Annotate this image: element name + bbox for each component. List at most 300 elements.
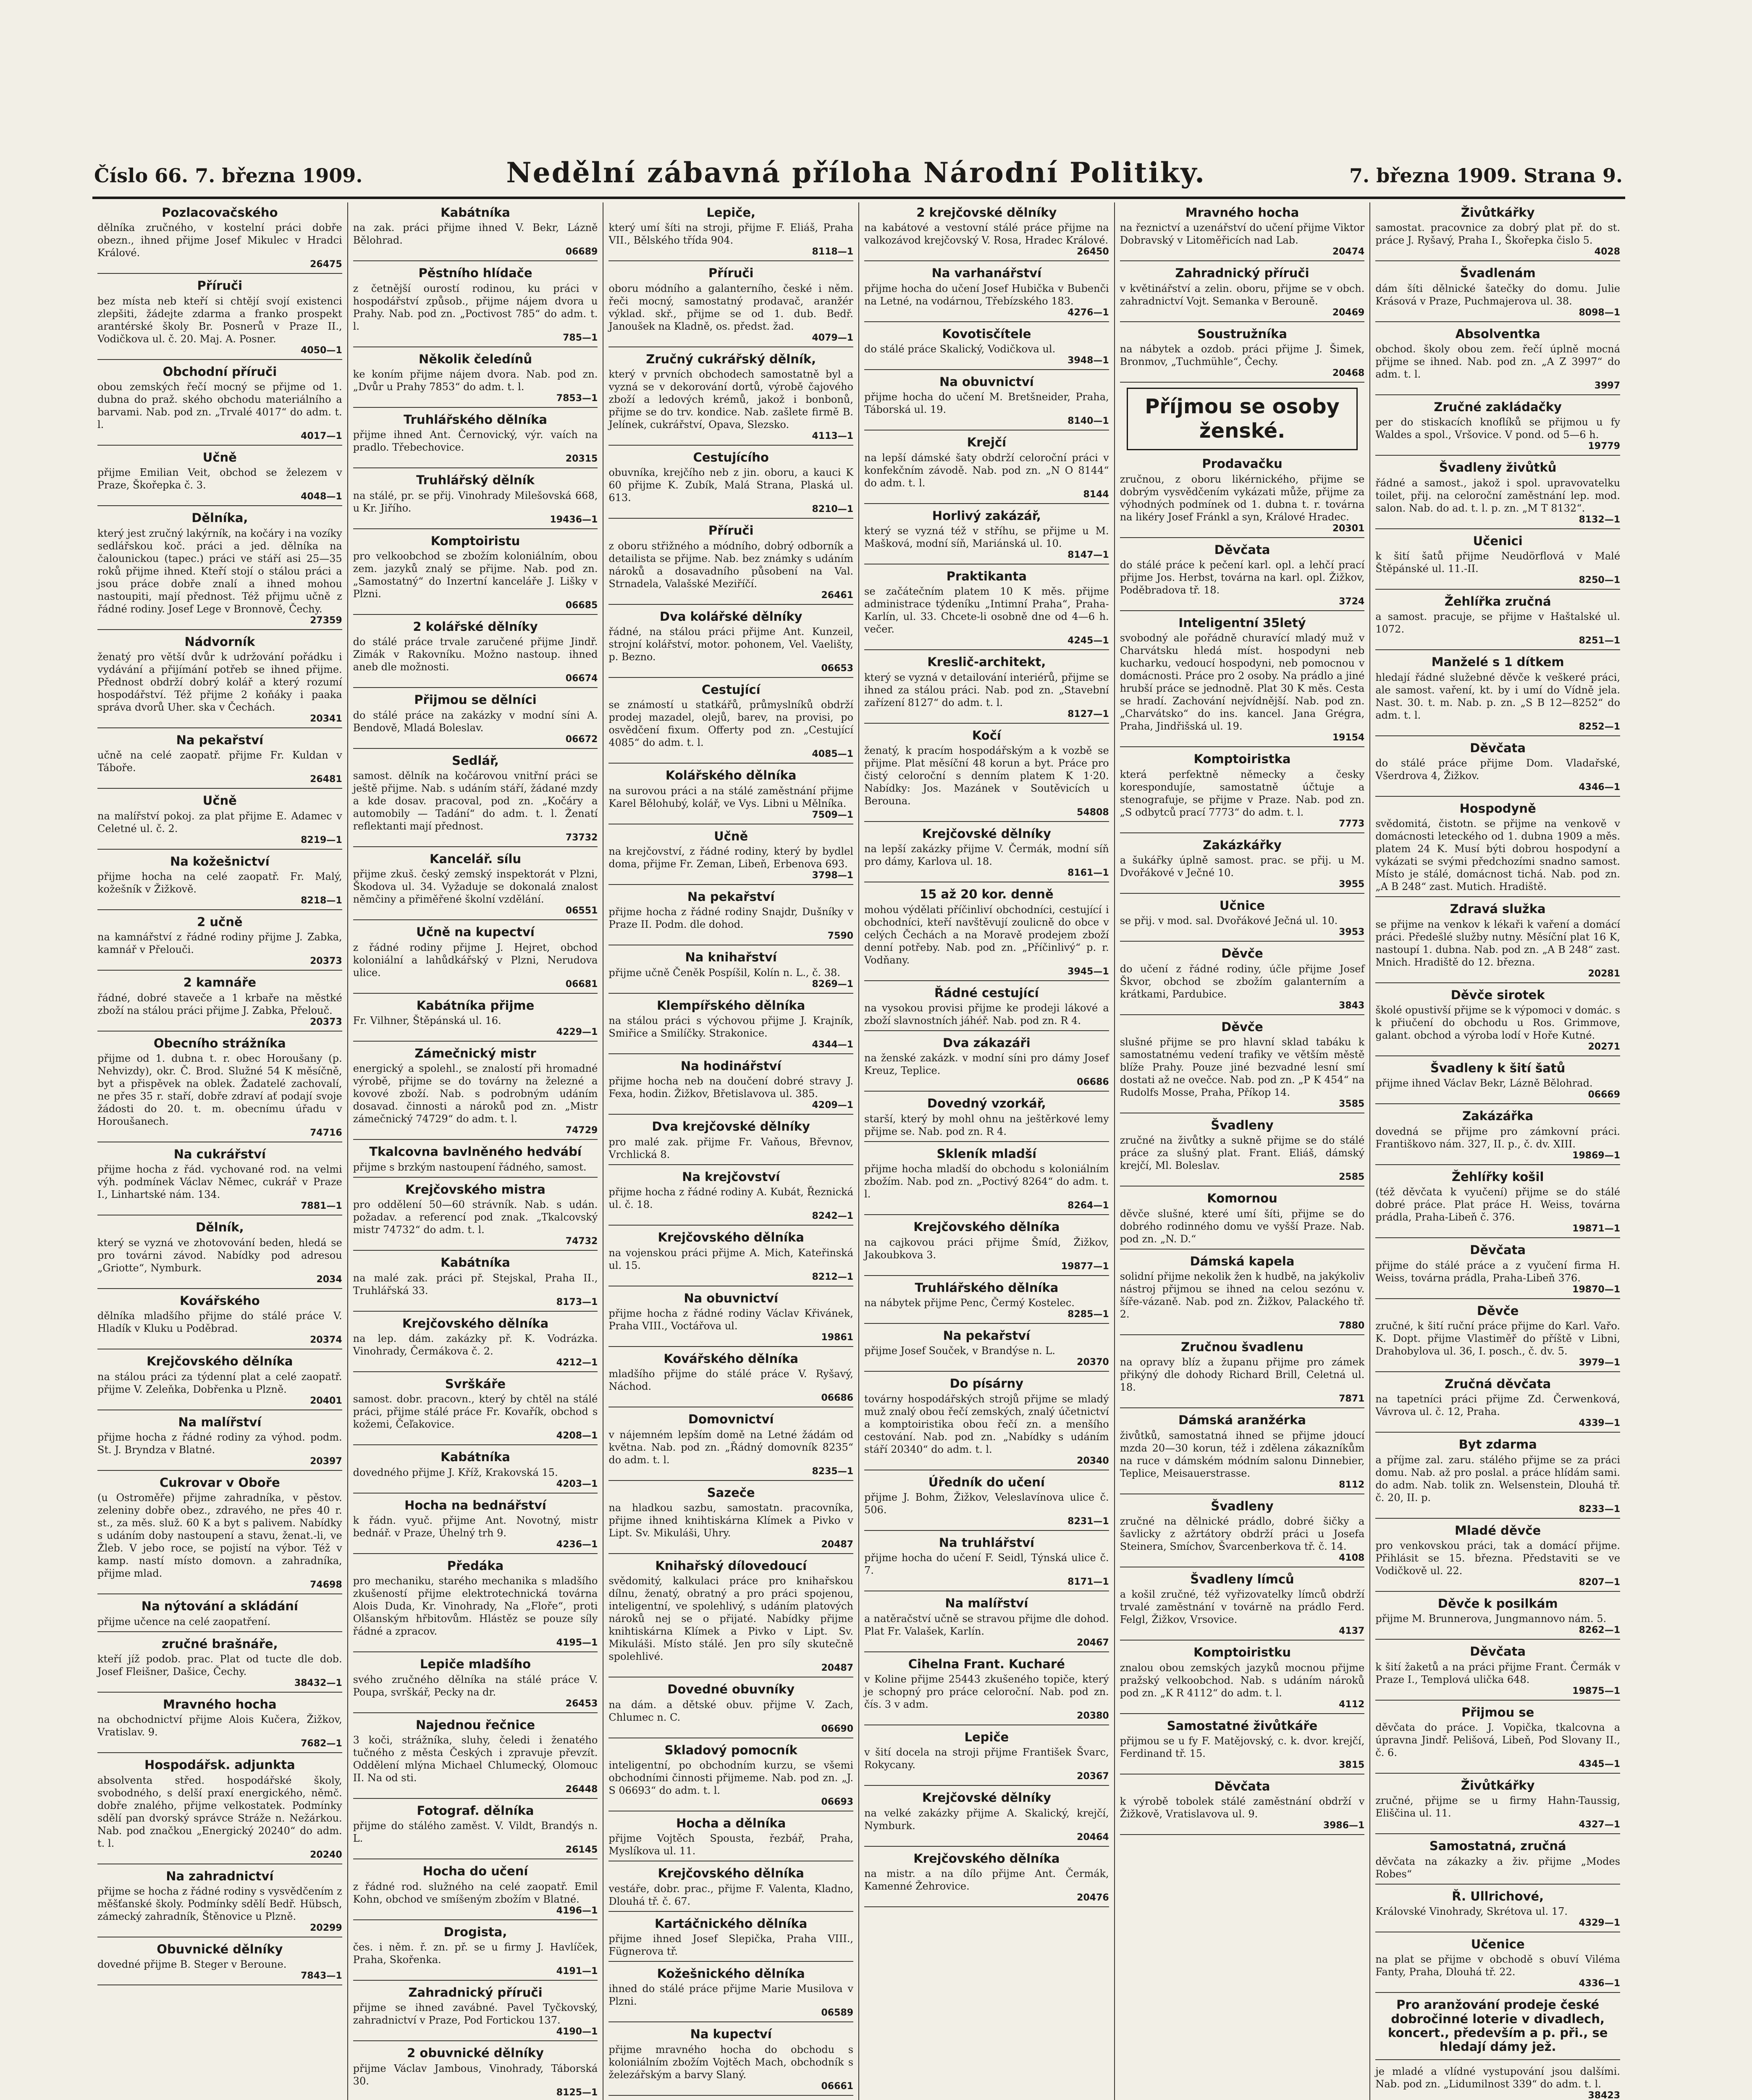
classified-ad [864,827,1109,882]
ad-title: Dovedný vzorkář, [927,1096,1046,1111]
page-number: 7. března 1909. Strana 9. [1349,164,1623,187]
header-rule [92,197,1625,199]
ad-reference-number: 20467 [1077,1637,1109,1648]
ad-reference-number: 8285—1 [1067,1309,1109,1320]
ad-body: hledají řádné služebné děvče k veškeré práci, ale samost. vaření, kt. by i umí do Vídně jela. Nast. 30. t. m. Nab. p. zn. „S B 12—8252“ do adm. t. l. [1375,671,1621,721]
ad-title: Kabátníka [441,205,510,220]
ad-reference-number: 20340 [1077,1455,1109,1466]
ad-reference-number: 4085—1 [812,749,854,760]
classified-ad [353,1377,598,1445]
ad-body: na surovou práci a na stálé zaměstnání přijme Karel Bělohubý, kolář, ve Vys. Libni u Mělníka. [608,785,854,809]
classified-ad [864,206,1109,261]
ad-column-1 [92,202,347,2100]
ad-title: Příruči [708,523,754,538]
ad-title: Švadleny límců [1190,1572,1294,1587]
ad-body: zručné na živůtky a sukně přijme se do stálé práce za slušný plat. Frant. Eliáš, dámský krejčí, Ml. Boleslav. [1120,1134,1365,1172]
ad-body: a natěračství učně se stravou přijme dle dohod. Plat Fr. Valašek, Karlín. [864,1612,1109,1637]
ad-reference-number: 4203—1 [556,1478,598,1489]
ad-reference-number: 20476 [1077,1892,1109,1903]
ad-title: Zručná děvčata [1445,1376,1551,1391]
ad-body: (též děvčata k vyučení) přijme se do stálé dobré práce. Plat práce H. Weiss, továrna prádla, Praha-Libeň č. 376. [1375,1186,1621,1223]
ad-title: Děvčata [1470,740,1526,755]
ad-reference-number: 06690 [821,1723,854,1734]
ad-body: mladšího přijme do stálé práce V. Ryšavý, Náchod. [608,1368,854,1393]
ad-body: přijme hocha mladší do obchodu s koloniálním zbožím. Nab. pod zn. „Poctivý 8264“ do adm. t. l. [864,1163,1109,1200]
ad-reference-number: 2585 [1339,1172,1365,1183]
ad-body: přijme hocha do učení M. Bretšneider, Praha, Táborská ul. 19. [864,391,1109,416]
ad-title: Zahradnický příruči [1175,266,1309,281]
classified-ad [1120,1499,1365,1567]
ad-reference-number: 8118—1 [812,247,854,257]
classified-ad [1120,206,1365,261]
classified-ad [1120,1255,1365,1335]
ad-reference-number: 4190—1 [556,2026,598,2037]
ad-reference-number: 8112 [1339,1479,1365,1490]
classified-ad [608,1866,853,1911]
ad-body: inteligentní, po obchodním kurzu, se všemi obchodními činnosti přijmeme. Nab. pod zn. „J. S 06693“ do adm. t. l. [608,1759,854,1796]
ad-reference-number: 06669 [1588,1089,1621,1100]
ad-body: na kabátové a vestovní stálé práce přijme na valkozávod krejčovský V. Rosa, Hradec Králové. [864,222,1109,247]
ad-title: zručné brašnáře, [162,1636,278,1651]
classified-ad [608,683,853,764]
ad-title: Švadlenám [1460,266,1536,281]
ad-reference-number: 8173—1 [556,1297,598,1307]
ad-body: na krejčovství, z řádné rodiny, který by bydlel doma, přijme Fr. Zeman, Libeň, Erbenova 693. [608,845,854,870]
ad-title: Děvčata [1470,1243,1526,1257]
ad-title: Kabátníka [441,1255,510,1270]
ad-reference-number: 20271 [1588,1042,1621,1053]
ad-title: Příruči [197,278,243,293]
ad-body: do stálé práce přijme Dom. Vladařské, Všerdrova 4, Žižkov. [1375,757,1621,782]
ad-body: vestáře, dobr. prac., přijme F. Valenta, Kladno, Dlouhá tř. č. 67. [608,1882,854,1907]
ad-title: Hocha do učení [422,1864,528,1879]
ad-body: a samost. pracuje, se přijme v Haštalské ul. 1072. [1375,611,1621,635]
classified-ad [608,524,853,604]
classified-ad [1375,2065,1620,2100]
ad-reference-number: 2034 [316,1274,342,1285]
ad-title: Na obuvnictví [939,375,1034,389]
ad-reference-number: 7509—1 [812,809,854,820]
classified-ad [1375,1937,1620,1993]
ad-title: 2 kolářské dělníky [413,620,538,634]
ad-title: Hospodyně [1459,801,1536,816]
ad-title: Truhlářského dělníka [915,1280,1059,1295]
ad-reference-number: 4050—1 [301,345,342,356]
ad-body: na ženské zakázk. v modní síni pro dámy Josef Kreuz, Teplice. [864,1052,1109,1077]
ad-body: 3 koči, strážníka, sluhy, čeledi i ženatého tučného z města Českých i zpravuje převzít. Oddělení mlýna Michael Chlumecký, Olomouc II. Na od sti. [353,1734,598,1784]
ad-reference-number: 26481 [310,774,342,785]
ad-title: Zakázářka [1462,1109,1534,1124]
ad-body: na dám. a dětské obuv. přijme V. Zach, Chlumec n. C. [608,1698,854,1723]
ad-title: Kožešnického dělníka [657,1966,805,1981]
ad-reference-number: 20468 [1332,368,1365,379]
ad-title: Na kožešnictví [170,854,270,869]
ad-reference-number: 3979—1 [1579,1357,1621,1368]
ad-reference-number: 4229—1 [556,1027,598,1038]
classified-ad [97,794,342,849]
ad-body: starší, který by mohl ohnu na ještěrkové lemy přijme se. Nab. pod zn. R 4. [864,1113,1109,1137]
classified-ad [864,1329,1109,1372]
ad-reference-number: 4344—1 [812,1040,854,1050]
classified-ad [353,925,598,993]
ad-title: Švadleny [1211,1499,1274,1513]
ad-body: do stálé práce Skalický, Vodičkova ul. [864,343,1056,355]
ad-body: svého zručného dělníka na stálé práce V. Poupa, svrškář, Pecky na dr. [353,1673,598,1698]
ad-reference-number: 4276—1 [1067,307,1109,318]
ad-reference-number: 20397 [310,1456,342,1467]
ad-body: zručné, přijme se u firmy Hahn-Taussig, Eliščina ul. 11. [1375,1795,1621,1819]
ad-reference-number: 4108 [1339,1553,1365,1564]
classified-ad [1375,1706,1620,1774]
ad-reference-number: 8264—1 [1067,1200,1109,1211]
classified-ad [353,352,598,408]
ad-reference-number: 06551 [565,906,598,916]
ad-reference-number: 19861 [821,1332,854,1343]
ad-reference-number: 20373 [310,956,342,967]
classified-ad [1375,266,1620,322]
ad-body: přijme od 1. dubna t. r. obec Horoušany (p. Nehvizdy), okr. Č. Brod. Služné 54 K měsíčně, byt a přispěvek na oblek. Žadatelé zachovalí, ne přes 35 r. staří, dobře zdraví ať podají svoje žádosti do 20. t. m. obecnímu úřadu v Horoušanech. [97,1053,342,1128]
ad-body: na malířství pokoj. za plat přijme E. Adamec v Celetné ul. č. 2. [97,810,342,835]
ad-title: Krejčovského dělníka [402,1316,549,1331]
ad-title: Kolářského dělníka [665,768,797,783]
ad-title: 2 obuvnické dělníky [407,2046,544,2061]
ad-title: Truhlářský dělník [416,473,535,488]
ad-title: Děvčata [1214,542,1270,557]
ad-body: přijme do stálého zaměst. V. Vildt, Brandýs n. L. [353,1820,598,1845]
ad-reference-number: 8140—1 [1067,416,1109,427]
ad-body: zručnou, z oboru likérnického, přijme se dobrým vysvědčením vykázati může, přijme za výhodných podmínek od 1. dubna t. r. továrna na likéry Josef Fránkl a syn, Králové Hradec. [1120,473,1365,523]
ad-title: Krejčovského dělníka [658,1230,804,1245]
ad-reference-number: 4212—1 [556,1357,598,1368]
ad-reference-number: 74732 [565,1236,598,1247]
ad-title: Švadleny k šití šatů [1430,1061,1566,1076]
ad-body: přijme hocha do učení F. Seidl, Týnská ulice č. 7. [864,1552,1109,1577]
ad-body: k výrobě tobolek stálé zaměstnání obdrží v Žižkově, Vratislavova ul. 9. [1120,1796,1365,1820]
ad-reference-number: 7773 [1339,818,1365,829]
classified-ad [353,1925,598,1981]
ad-body: je mladé a vlídné vystupování jsou dalšími. Nab. pod zn. „Lidumilnost 339“ do adm. t. l. [1375,2065,1621,2090]
ad-body: řádné, dobré staveče a 1 krbaře na městké zboží na stálou práci přijme J. Zabka, Přelouč. [97,992,342,1016]
classified-ad [1375,1243,1620,1299]
ad-title: Kovotisčítele [942,326,1031,341]
ad-title: Krejčovské dělníky [922,1790,1051,1805]
ad-reference-number: 7880 [1339,1320,1365,1331]
ad-title: Kovářského dělníka [664,1351,798,1366]
ad-body: na stálou práci s výchovou přijme J. Krajník, Smiřice a Smilíčky. Strakonice. [608,1015,854,1040]
classified-ad [97,915,342,971]
ad-body: školé opustivší přijme se k výpomoci v domác. s k přiučení do obchodu u Ros. Grimmove, galant. obchod a výroba lodí v Hoře Kutné. [1375,1004,1621,1042]
ad-reference-number: 3986—1 [1323,1820,1365,1831]
classified-ad [353,206,598,261]
ad-body: přijmou se u fy F. Matějovský, c. k. dvor. krejčí, Ferdinand tř. 15. [1120,1735,1365,1760]
ad-reference-number: 8233—1 [1579,1504,1621,1515]
ad-title: Na cukrářství [173,1147,266,1162]
ad-body: dělníka zručného, v kostelní práci dobře obezn., ihned přijme Josef Mikulec v Hradci Králové. [97,222,342,259]
ad-reference-number: 19154 [1332,732,1365,743]
ad-title: Na obuvnictví [684,1291,778,1305]
ad-body: Královské Vinohrady, Skrétova ul. 17. [1375,1905,1568,1917]
classified-ad [864,1791,1109,1846]
classified-ad [97,1415,342,1471]
ad-reference-number: 20299 [310,1922,342,1933]
ad-body: dovedného přijme J. Kříž, Krakovská 15. [353,1466,558,1478]
classified-ad [1375,655,1620,736]
ad-reference-number: 26453 [565,1698,598,1709]
ad-title: Děvčata [1214,1779,1270,1794]
ad-reference-number: 19869—1 [1572,1150,1621,1161]
ad-reference-number: 4329—1 [1579,1917,1621,1928]
ad-body: pro oddělení 50—60 strávník. Nab. s udán. požadav. a referencí pod znak. „Tkalcovský mistr 74732“ do adm. t. l. [353,1199,598,1236]
ad-title: Na malířství [178,1415,262,1429]
classified-ad [353,1145,598,1177]
classified-ad [97,1758,342,1864]
ad-body: slušné přijme se pro hlavní sklad tabáku k samostatnému vedení trafiky ve větším městě blíže Prahy. Pouze jiné bezvadné lesní smí dostati až ne ovečce. Nab. pod zn. „P K 454“ na Rudolfs Mosse, Praha, Příkop 14. [1120,1036,1365,1098]
ad-title: Cestujícího [693,450,769,465]
ad-body: přijme hocha na celé zaopatř. Fr. Malý, kožešník v Žižkově. [97,871,342,895]
ad-body: pro malé zak. přijme Fr. Vaňous, Břevnov, Vrchlická 8. [608,1136,854,1160]
ad-title: 2 krejčovské dělníky [916,205,1057,220]
ad-title: Hocha a dělníka [676,1816,786,1830]
ad-body: se známostí u statkářů, průmyslníků obdrží prodej mazadel, olejů, barev, na provisi, po osvědčení fixum. Offerty pod zn. „Cestující 4085“ do adm. t. l. [608,699,854,749]
ad-reference-number: 3997 [1594,381,1621,391]
ad-title: Učně [202,793,237,808]
ad-body: samost. dělník na kočárovou vnitřní práci se ještě přijme. Nab. s udáním stáří, žádané mzdy a kde dosav. pracoval, pod zn. „Kočáry a automobily — Tadání“ do adm. t. l. Ženatí reflektanti mají přednost. [353,770,598,832]
ad-title: Drogista, [443,1924,507,1939]
ad-reference-number: 38423 [1588,2090,1621,2100]
ad-body: pro venkovskou práci, tak a domácí přijme. Přihlásit se 15. března. Představiti se ve Vodičkově ul. 22. [1375,1539,1621,1577]
ad-title: Skladový pomocník [664,1743,797,1757]
classified-ad [1120,838,1365,894]
ad-title: Dva krejčovské dělníky [652,1119,810,1134]
ad-reference-number: 8251—1 [1579,635,1621,646]
ad-body: do stálé práce k pečení karl. opl. a lehčí prací přijme Jos. Herbst, továrna na karl. opl. Žižkov, Poděbradova tř. 18. [1120,559,1365,596]
ad-body: na opravy blíz a županu přijme pro zámek přikýný dle dohody Richard Brill, Celetná ul. 18. [1120,1356,1365,1394]
ad-title: Na krejčovství [682,1169,780,1184]
ad-body: řádné, na stálou práci přijme Ant. Kunzeil, strojní kolářství, motor. pohonem, Vel. Vaelišty, p. Bezno. [608,626,854,663]
ad-title: Krejčovské dělníky [922,827,1051,841]
ad-body: bez místa neb kteří si chtějí svojí existenci zlepšiti, žádejte zdarma a franko prospekt arantérské školy Br. Posnerů v Praze II., Vodičkova ul. č. 20. Maj. A. Posner. [97,295,342,345]
ad-reference-number: 4245—1 [1067,635,1109,646]
classified-ad [1375,327,1620,395]
classified-ad [353,1317,598,1372]
ad-title: Dělník, [196,1220,244,1235]
ad-body: na nábytek přijme Penc, Čermý Kostelec. [864,1297,1075,1309]
classified-ad [353,1559,598,1652]
ad-reference-number: 8127—1 [1067,709,1109,719]
ad-title: Dva zákazáři [943,1036,1031,1050]
classified-ad [353,1256,598,1311]
ad-reference-number: 73732 [565,832,598,843]
ad-body: solidní přijme nekolik žen k hudbě, na jakýkoliv nástroj přijmou se ihned na celou sezónu v. šíře-vázaně. Nab. pod zn. Žižkov, Palackého tř. 2. [1120,1270,1365,1320]
classified-ad [608,999,853,1054]
ad-body: na nábytek a ozdob. práci přijme J. Šimek, Bronmov, „Tuchmühle“, Čechy. [1120,343,1365,368]
ad-body: a příjme zal. zaru. stálého přijme se za práci domu. Nab. až pro poslal. a práce hlídám sami. do adm. Nab. tolik zn. Welsenstein, Dlouhá tř. č. 20, II. p. [1375,1454,1621,1504]
ad-body: pro velkoobchod se zbožím koloniálním, obou zem. jazyků znalý se přijme. Nab. pod zn. „Samostatný“ do Inzertní kanceláře J. Lišky v Plzni. [353,550,598,600]
classified-ad [608,950,853,993]
ad-reference-number: 20474 [1332,247,1365,257]
page-header [94,156,1623,194]
classified-ad [1120,543,1365,611]
ad-body: v šití docela na stroji přijme František Švarc, Rokycany. [864,1746,1109,1771]
ad-title: Cukrovar v Oboře [160,1475,280,1490]
ad-reference-number: 7881—1 [301,1201,342,1212]
ad-title: Krejčovského dělníka [147,1354,293,1369]
ad-body: na tapetníci práci přijme Zd. Čerwenková, Vávrova ul. č. 12, Praha. [1375,1393,1621,1418]
ad-reference-number: 19870—1 [1572,1284,1621,1295]
ad-title: Zámečnický mistr [414,1046,536,1061]
ad-reference-number: 06685 [565,600,598,611]
ad-reference-number: 4113—1 [812,431,854,442]
ad-title: Soustružníka [1197,326,1287,341]
ad-body: přijme Emilian Veit, obchod se železem v Praze, Škořepka č. 3. [97,467,342,491]
ad-reference-number: 8132—1 [1579,514,1621,525]
ad-title: Najednou řečnice [415,1717,535,1732]
ad-title: Mravného hocha [163,1697,277,1712]
ad-title: Zručnou švadlenu [1181,1340,1304,1354]
classified-ad [864,887,1109,981]
ad-title: Švadleny živůtků [1439,460,1557,475]
ad-body: přijme učence na celé zaopatření. [97,1615,271,1628]
ad-title: Švadleny [1211,1118,1274,1132]
classified-ad [1120,327,1365,383]
classified-ad [97,511,342,630]
ad-title: Žehlířky košil [1452,1169,1544,1184]
ad-title: Domovnictví [688,1412,774,1427]
ad-title: Na hodinářství [680,1059,782,1074]
ad-title: Na pekařství [176,733,264,748]
ad-title: Krejčovského dělníka [913,1220,1060,1234]
ad-reference-number: 20240 [310,1849,342,1860]
ad-title: Zručné zakládačky [1434,400,1562,415]
classified-ad [864,1220,1109,1276]
ad-reference-number: 4236—1 [556,1539,598,1550]
classified-ad [864,1036,1109,1092]
classified-ad [1120,1780,1365,1835]
ad-title: Na pekařství [943,1328,1031,1343]
ad-title: Děvče [1221,946,1263,961]
ad-reference-number: 8125—1 [556,2087,598,2098]
ad-body: továrny hospodářských strojů přijme se mladý muž znalý obou řečí zemských, znalý účetnictví a komptoiristika obou řečí zn. a menšího cestování. Nab. pod zn. „Nabídky s udáním stáří 20340“ do adm. t. l. [864,1393,1109,1455]
ad-title: Žehlířka zručná [1444,594,1551,609]
ad-title: Tkalcovna bavlněného hedvábí [369,1144,582,1159]
ad-body: přijme hocha do učení Josef Hubička v Bubenči na Letné, na vodárnou, Třebízského 183. [864,282,1109,307]
ad-body: přijme hocha z řádné rodiny Snajdr, Dušníky v Praze II. Podm. dle dohod. [608,906,854,931]
ad-reference-number: 8161—1 [1067,868,1109,879]
ad-title: Na pekařství [687,890,775,904]
classified-ad [1120,1572,1365,1641]
classified-ad [608,1170,853,1226]
classified-ad [353,1657,598,1713]
ad-title: Manželé s 1 dítkem [1431,655,1564,669]
classified-ad [608,1231,853,1286]
ad-body: v nájemném lepším domě na Letné žádám od května. Nab. pod zn. „Řádný domovník 8235“ do adm. t. l. [608,1428,854,1466]
classified-ad [608,206,853,261]
ad-title: Kartáčnického dělníka [654,1916,808,1931]
classified-ad [1120,1118,1365,1186]
ad-title: Sedlář, [452,753,499,768]
ad-reference-number: 3843 [1339,1000,1365,1011]
classified-ad [353,1499,598,1554]
ad-body: na hladkou sazbu, samostatn. pracovníka, přijme ihned knihtiskárna Klímek a Pivko v Lipt. Sv. Mikuláši, Uhry. [608,1502,854,1539]
ad-body: samostat. pracovnice za dobrý plat př. do st. práce J. Ryšavý, Praha I., Škořepka čislo 5. [1375,222,1621,247]
classified-ad [353,1183,598,1251]
classified-ad [1120,947,1365,1015]
classified-ad [864,1852,1109,1907]
classified-ad [353,1804,598,1859]
ad-title: Na malířství [945,1596,1028,1611]
ad-reference-number: 20374 [310,1335,342,1346]
classified-ad [864,1097,1109,1142]
classified-ad [608,451,853,519]
classified-ad [1375,741,1620,797]
ad-body: přijme se hocha z řádné rodiny s vysvědčením z měšťanské školy. Podmínky sdělí Bedř. Hübsch, zámecký zahradník, Štěnovice u Plzně. [97,1885,342,1922]
classified-ad [97,635,342,728]
ad-body: dělníka mladšího přijme do stálé práce V. Hladík v Kluku u Poděbrad. [97,1310,342,1335]
ad-reference-number: 8235—1 [812,1466,854,1477]
ad-body: (u Ostroměře) přijme zahradníka, v pěstov. zeleniny dobře obez., zdravého, ne přes 40 r. st., za měs. služ. 60 K a byt s palivem. Nabídky s udáním doby nastoupení a stavu, ženat.-li, ve Žleb. V jebo roce, se pojistí na výbor. Též v kamp. nastí místo domovn. a zahradníka, přijme mlad. [97,1492,342,1580]
classified-ad [353,1450,598,1493]
ad-body: obou zemských řečí mocný se přijme od 1. dubna do praž. ského obchodu materiálního a barvami. Nab. pod zn. „Trvalé 4017“ do adm. t. l. [97,381,342,431]
ad-title: Zručný cukrářský dělník, [646,352,816,366]
ad-title: Děvče [1221,1019,1263,1034]
classified-ad [1120,266,1365,322]
ad-body: se přij. v mod. sal. Dvořákové Ječná ul. 10. [1120,915,1338,927]
ad-reference-number: 7682—1 [301,1738,342,1749]
ad-title: Cihelna Frant. Kucharé [908,1656,1065,1671]
ad-title: Řádné cestující [934,985,1039,1000]
classified-ad [864,375,1109,430]
ad-title: Děvče [1477,1303,1519,1318]
ad-reference-number: 20380 [1077,1710,1109,1721]
ad-body: v květinářství a zelin. oboru, přijme se v obch. zahradnictví Vojt. Semanka v Berouně. [1120,282,1365,307]
ad-reference-number: 8171—1 [1067,1577,1109,1588]
ad-title: Předáka [447,1558,504,1573]
classified-ad [1375,1304,1620,1372]
ad-body: na obchodnictví přijme Alois Kučera, Žižkov, Vratislav. 9. [97,1714,342,1738]
ad-body: k šití žaketů a na práci přijme Frant. Čermák v Praze I., Templová ulička 648. [1375,1661,1621,1685]
ad-title: Lepiče [964,1730,1009,1744]
ad-reference-number: 26450 [1077,247,1109,257]
ad-body: na kamnářství z řádné rodiny přijme J. Zabka, kamnář v Přelouči. [97,931,342,956]
ad-body: obchod. školy obou zem. řečí úplně mocná přijme se ihned. Nab. pod zn. „A Z 3997“ do adm. t. l. [1375,343,1621,381]
ad-body: mohou výdělati příčinliví obchodníci, cestující i obchodníci, kteří navštěvují zoulicně do obce v celých Čechách a na Moravě prodejem zboží denní potřeby. Nab. pod zn. „Příčinlivý“ p. r. Vodňany. [864,903,1109,966]
ad-title: Dámská kapela [1190,1254,1295,1268]
classified-ad [1375,534,1620,590]
ad-reference-number: 06686 [821,1393,854,1404]
classified-ad [97,1698,342,1753]
ad-body: přijme Josef Souček, v Brandýse n. L. [864,1345,1055,1357]
classified-ad [353,999,598,1042]
ad-title: Krejčovského dělníka [658,1866,804,1881]
classified-ad [1120,457,1365,538]
ad-body: přijme se ihned zavábné. Pavel Tyčkovský, zahradnictví v Praze, Pod Fortickou 137. [353,2002,598,2026]
classified-ad [1375,1998,1620,2060]
ad-body: zručné, k šití ruční práce přijme do Karl. Vařo. K. Dopt. přijme Vlastiměř do příště v Libni, Drahobylova ul. 36, I. posch., č. dv. 5. [1375,1320,1621,1357]
ad-body: znalou obou zemských jazyků mocnou přijme pražský velkoobchod. Nab. s udáním nároků pod zn. „K R 4112“ do adm. t. l. [1120,1662,1365,1699]
ad-reference-number: 20487 [821,1663,854,1674]
ad-column-6 [1369,202,1625,2100]
ad-title: Pro aranžování prodeje české dobročinné loterie v divadlech, koncert., především a p. při., se hledají dámy jež. [1387,1998,1608,2054]
ad-title: Samostatné živůtkáře [1167,1718,1318,1733]
ad-reference-number: 3815 [1339,1760,1365,1771]
classified-ad [353,1864,598,1920]
ad-title: Úředník do učení [928,1475,1045,1489]
ad-reference-number: 26145 [565,1845,598,1856]
ad-reference-number: 20281 [1588,968,1621,979]
ad-body: obuvníka, krejčího neb z jin. oboru, a kauci K 60 přijme K. Zubík, Malá Strana, Plaská ul. 613. [608,467,854,504]
ad-reference-number: 3948—1 [1067,355,1109,366]
ad-reference-number: 06693 [821,1796,854,1807]
